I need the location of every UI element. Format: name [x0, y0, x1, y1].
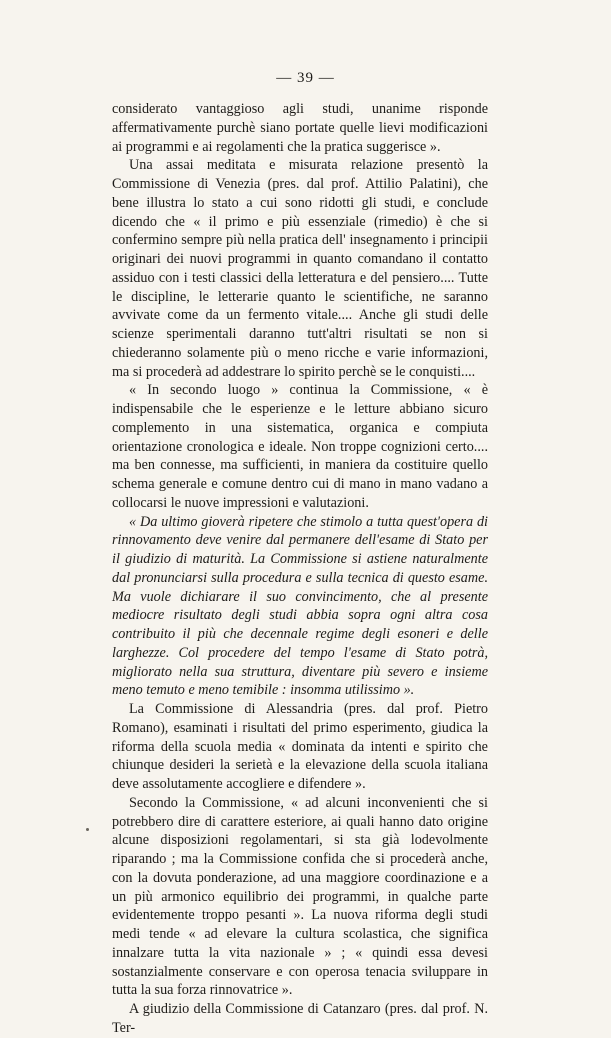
paper-speck	[86, 828, 89, 831]
paragraph-venezia: Una assai meditata e misurata relazione presentò la Commissione di Venezia (pres. dal prof. Attilio Palatini), che bene illustra lo stato a cui sono ridotti gli studi, e conclude dicendo che « il primo e più essenziale (rimedio) è che si confermino sempre più nella pratica dell' insegnamento i principii originari dei nuovi programmi in quanto comandano il contatto assiduo con i testi classici della letteratura e del pensiero.... Tutte le discipline, le letterarie quanto le scientifiche, ne saranno avvivate come da un fermento vitale.... Anche gli studi delle scienze sperimentali daranno tutt'altri risultati se non si chiederanno solamente più o meno ricche e varie informazioni, ma si procederà ad addestrare lo spirito perchè se le conquisti....	[112, 157, 488, 380]
paragraph-catanzaro: A giudizio della Commissione di Catanzaro (pres. dal prof. N. Ter-	[112, 1001, 488, 1036]
page-number: — 39 —	[276, 70, 335, 86]
paragraph-quotation: « Da ultimo gioverà ripetere che stimolo a tutta quest'opera di rinnovamento deve venire dal permanere dell'esame di Stato per il giudizio di maturità. La Commissione si astiene naturalmente dal pronunciarsi sulla procedura e sulla tecnica di questo esame. Ma vuole dichiarare il suo convincimento, che al presente mediocre risultato degli studi abbia sopra ogni altra cosa contribuito il più che decennale regime degli esoneri e delle larghezze. Col procedere del tempo l'esame di Stato potrà, migliorato nella sua struttura, diventare più severo e insieme meno temuto e meno temibile : insomma utilissimo ».	[112, 513, 488, 699]
paragraph-secondo-commissione: Secondo la Commissione, « ad alcuni inconvenienti che si potrebbero dire di carattere esteriore, ai quali hanno dato origine alcune disposizioni regolamentari, si sta già lodevolmente riparando ; ma la Commissione confida che si procederà anche, con la dovuta ponderazione, ad una maggiore coordinazione e a un più armonico equilibrio dei programmi, in qualche parte evidentemente troppo pesanti ». La nuova riforma degli studi medi tende « ad elevare la cultura scolastica, che significa innalzare tutta la vita nazionale » ; « quindi essa devesi sostanzialmente conservare e con operosa tenacia sviluppare in tutta la sua forza rinnovatrice ».	[112, 794, 488, 999]
paragraph-secondo-luogo: « In secondo luogo » continua la Commissione, « è indispensabile che le esperienze e le letture abbiano sicuro complemento in una sistematica, organica e compiuta orientazione cronologica e ideale. Non troppe cognizioni certo.... ma ben connesse, ma sufficienti, in maniera da costituire quello schema generale e comune dentro cui di mano in mano vadano a collocarsi le nuove impressioni e valutazioni.	[112, 382, 488, 511]
paragraph-alessandria: La Commissione di Alessandria (pres. dal prof. Pietro Romano), esaminati i risultati del primo esperimento, giudica la riforma della scuola media « dominata da intenti e spirito che chiunque desideri la serietà e la elevazione della scuola italiana deve assolutamente accogliere e difendere ».	[112, 701, 488, 792]
body-text	[112, 100, 488, 1038]
paragraph-continued: considerato vantaggioso agli studi, unanime risponde affermativamente purchè siano portate quelle lievi modificazioni ai programmi e ai regolamenti che la pratica suggerisce ».	[112, 101, 488, 155]
